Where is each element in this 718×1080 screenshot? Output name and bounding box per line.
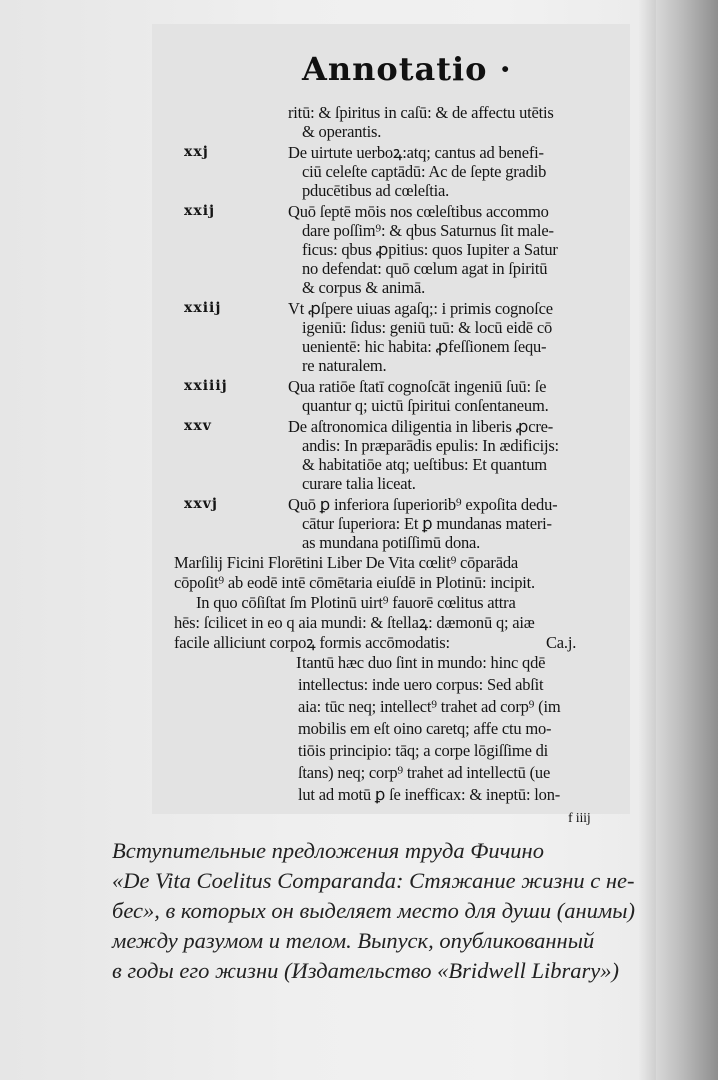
entry-number: xxvj [184,496,218,512]
entry-line: Qua ratiōe ſtatī cognoſcāt ingeniū ſuū: ſe [288,377,547,396]
facsimile-scan [152,24,630,826]
entry-number: xxv [184,418,212,434]
body-line: intellectus: inde uero corpus: Sed abſit [298,675,544,694]
entry-number: xxj [184,144,209,160]
entry-line: De aſtronomica diligentia in liberis ꝓcre- [288,417,554,436]
caption-line: Вступительные предложения труда Фичино [112,838,544,863]
caption-line: в годы его жизни (Издательство «Bridwell Library») [112,958,620,983]
entry-number: xxiij [184,300,222,316]
entry-line: ficus: qbus ꝓpitius: quos Iupiter a Satur [302,240,558,259]
scan-heading: Annotatio · [302,50,512,88]
entry-line: dare poſſim⁹: & qbus Saturnus ſit male- [302,221,554,240]
signature-mark: f iiij [568,811,591,826]
entry-line: igeniū: ſidus: geniū tuū: & locū eidē cō [302,318,552,337]
incipit-line: In quo cōſiſtat ſm Plotinū uirt⁹ fauorē cœlitus attra [196,593,516,612]
figure-caption [112,836,660,986]
incipit-line: hēs: ſcilicet in eo q aia mundi: & ſtellaꝝ: dæmonū q; aiæ [174,613,535,632]
body-line: ſtans) neq; corp⁹ trahet ad intellectū (ue [298,763,551,782]
caption-line: бес», в которых он выделяет место для души (анимы) [112,898,635,923]
caption-line: «De Vita Coelitus Comparanda: Стяжание жизни с не- [112,868,635,893]
entry-line: & operantis. [302,122,382,141]
entry-line: cātur ſuperiora: Et ꝑ mundanas materi- [302,514,552,533]
body-line: tiōis principio: tāq; a corpe lōgiſſime di [298,741,549,760]
entry-line: & habitatiōe atq; ueſtibus: Et quantum [302,455,547,474]
entry-line: ciū celeſte captādū: Ac de ſepte gradib [302,162,547,181]
entry-line: Quō ſeptē mōis nos cœleſtibus accommo [288,202,549,221]
entry-line: pducētibus ad cœleſtia. [302,181,450,200]
entry-line: Quō ꝑ inferiora ſuperiorib⁹ expoſita dedu- [288,495,558,514]
entry-line: quantur q; uictū ſpiritui conſentaneum. [302,396,549,415]
body-line: tantū hæc duo ſint in mundo: hinc qdē [302,653,546,672]
entry-number: xxiiij [184,378,228,394]
initial-letter: I [296,653,302,672]
caption-line: между разумом и телом. Выпуск, опубликованный [112,928,595,953]
body-line: aia: tūc neq; intellect⁹ trahet ad corp⁹ (im [298,697,561,716]
entry-line: ritū: & ſpiritus in caſū: & de affectu utētis [288,103,554,122]
entry-line: uenientē: hic habita: ꝓfeſſionem ſequ- [302,337,547,356]
entry-line: Vt ꝓſpere uiuas agaſq;: i primis cognoſce [288,299,553,318]
incipit-line: Marſilij Ficini Florētini Liber De Vita cœlit⁹ cōparāda [174,553,518,572]
entry-line: as mundana potiſſimū dona. [302,533,481,552]
entry-line: curare talia liceat. [302,474,416,493]
facsimile-print [152,24,630,826]
body-line: lut ad motū ꝑ ſe inefficax: & ineptū: lon- [298,785,561,804]
entry-number: xxij [184,203,216,219]
incipit-line: cōpoſit⁹ ab eodē intē cōmētaria eiuſdē in Plotinū: incipit. [174,573,535,592]
page-edge [656,0,718,1080]
entry-line: re naturalem. [302,356,387,375]
incipit-line: facile alliciunt corpoꝝ formis accōmodatis: [174,633,450,652]
entry-line: De uirtute uerboꝝ:atq; cantus ad benefi- [288,143,544,162]
entry-line: no defendat: quō cœlum agat in ſpiritū [302,259,548,278]
body-line: mobilis em eſt oino caretq; affe ctu mo- [298,719,552,738]
chapter-label: Ca.j. [546,633,577,652]
entry-line: & corpus & animā. [302,278,426,297]
entry-line: andis: In præparādis epulis: In ædificijs: [302,436,559,455]
